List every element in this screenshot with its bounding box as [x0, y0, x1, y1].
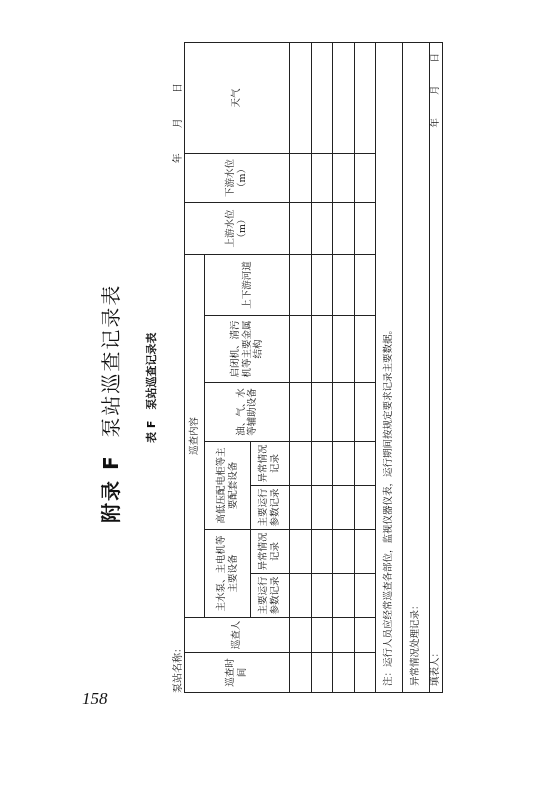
page-number: 158	[82, 689, 108, 708]
sub-power-exceptions: 异常情况记录	[250, 442, 290, 486]
filler-label: 填表人：	[429, 647, 441, 686]
col-weather-header: 天气	[185, 42, 290, 153]
sub-main-params: 主要运行参数记录	[250, 574, 290, 618]
sub-main-exceptions: 异常情况记录	[250, 530, 290, 574]
group-auxiliary-equipment: 油、气、水等辅助设备	[205, 383, 290, 442]
table-row	[311, 42, 333, 692]
inspection-table	[184, 42, 443, 693]
col-inspector-header: 巡查人	[185, 618, 290, 653]
col-downstream-header: 下游水位（m）	[185, 153, 290, 202]
footer-date	[430, 53, 442, 128]
header-date	[169, 83, 184, 185]
footer-year: 年	[429, 118, 441, 128]
sub-power-params: 主要运行参数记录	[250, 486, 290, 530]
table-row	[333, 42, 355, 692]
table-note: 注：运行人员应经常巡查各部位，监视仪器仪表，运行期间按规定要求记录主要数据。	[376, 42, 403, 692]
table-row	[290, 42, 312, 692]
appendix-title: 泵站巡查记录表	[99, 283, 123, 438]
exception-handling-record: 异常情况处理记录：	[403, 42, 430, 692]
header-year: 年	[173, 153, 184, 164]
header-month: 月	[173, 118, 184, 129]
group-river-channel: 上下游河道	[205, 254, 290, 315]
table-row	[354, 42, 376, 692]
station-name-label: 泵站名称：	[173, 643, 184, 693]
appendix-label: 附录 F	[99, 454, 123, 523]
group-main-equipment: 主水泵、主电机等主要设备	[205, 530, 250, 618]
col-upstream-header: 上游水位（m）	[185, 202, 290, 254]
rotated-form	[95, 52, 445, 693]
footer-month: 月	[429, 85, 441, 96]
table-caption: 表 F 泵站巡查记录表	[145, 332, 158, 443]
group-metal-structure: 启闭机、清污机等主要金属结构	[205, 316, 290, 383]
document-title	[95, 284, 124, 523]
group-power-equipment: 高低压配电柜等主要配套设备	[205, 442, 250, 530]
col-time-header: 巡查时间	[185, 653, 290, 693]
footer-day: 日	[429, 52, 441, 63]
inspection-table-wrapper	[184, 52, 443, 693]
header-day: 日	[173, 83, 184, 93]
inspection-content-header: 巡查内容	[185, 254, 205, 617]
signature-row	[429, 42, 442, 692]
